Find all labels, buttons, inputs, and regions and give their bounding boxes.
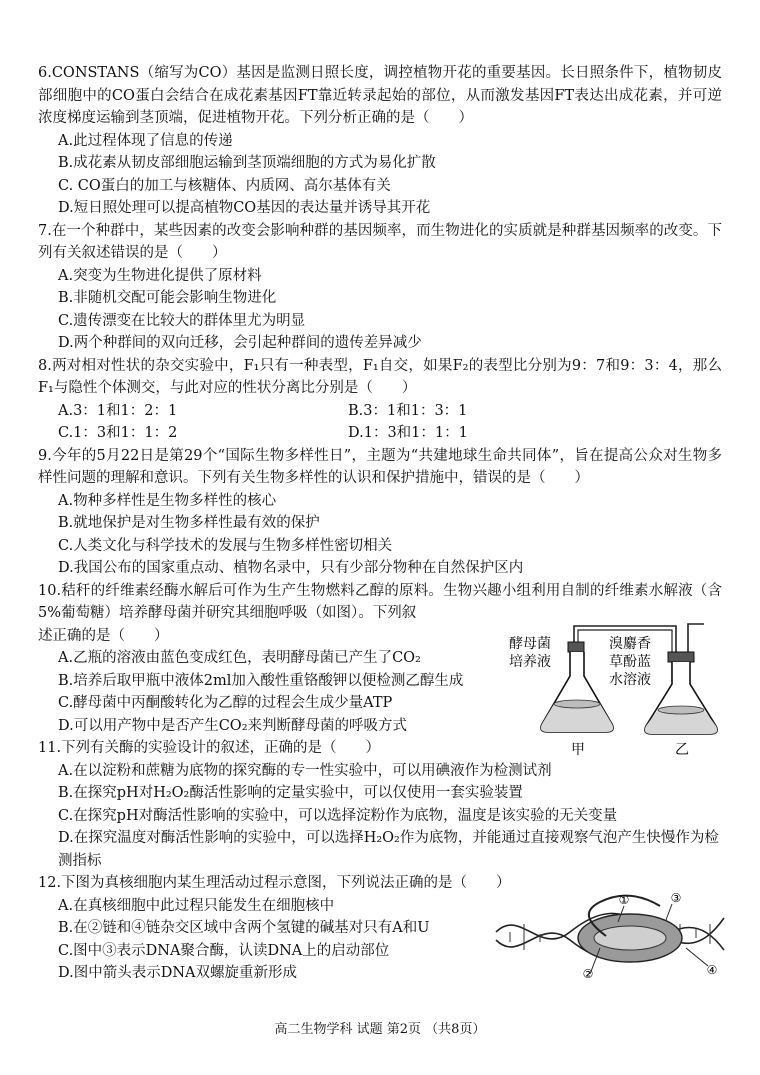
question-12 bbox=[38, 872, 722, 985]
question-11-option-d: D.在探究温度对酶活性影响的实验中，可以选择H₂O₂作为底物，并能通过直接观察气泡产生快慢作为检测指标 bbox=[58, 830, 719, 869]
question-11-option-a: A.在以淀粉和蔗糖为底物的探究酶的专一性实验中，可以用碘液作为检测试剂 bbox=[58, 762, 552, 779]
question-10-left-column bbox=[38, 625, 483, 738]
question-8-option-d: D.1：3和1：1：1 bbox=[348, 425, 468, 441]
question-10-option-c: C.酵母菌中丙酮酸转化为乙醇的过程会生成少量ATP bbox=[58, 695, 393, 711]
question-6-option-d: D.短日照处理可以提高植物CO基因的表达量并诱导其开花 bbox=[58, 200, 431, 216]
question-6-option-a: A.此过程体现了信息的传递 bbox=[58, 132, 233, 149]
question-8-option-a: A.3：1和1：2：1 bbox=[58, 402, 178, 419]
question-8-option-c: C.1：3和1：1：2 bbox=[58, 425, 178, 441]
label-4: ④ bbox=[706, 963, 718, 977]
question-7-option-a: A.突变为生物进化提供了原材料 bbox=[58, 267, 262, 284]
question-8-options-row-1 bbox=[58, 400, 722, 423]
page-footer: 高二生物学科 试题 第2页 （共8页） bbox=[274, 1022, 486, 1037]
label-indicator-3: 水溶液 bbox=[609, 671, 651, 688]
label-3: ③ bbox=[670, 891, 682, 905]
question-12-stem: 12.下图为真核细胞内某生理活动过程示意图，下列说法正确的是（ ） bbox=[38, 875, 511, 891]
question-8-options-row-2 bbox=[58, 422, 722, 445]
question-9-option-c: C.人类文化与科学技术的发展与生物多样性密切相关 bbox=[58, 537, 393, 554]
question-9-option-a: A.物种多样性是生物多样性的核心 bbox=[58, 492, 277, 509]
question-6-option-b: B.成花素从韧皮部细胞运输到茎顶端细胞的方式为易化扩散 bbox=[58, 155, 436, 171]
question-9-option-b: B.就地保护是对生物多样性最有效的保护 bbox=[58, 515, 320, 531]
question-9-option-d: D.我国公布的国家重点动、植物名录中，只有少部分物种在自然保护区内 bbox=[58, 560, 524, 576]
question-12-left-column bbox=[38, 895, 483, 985]
leader-4 bbox=[686, 948, 708, 966]
question-content bbox=[38, 62, 722, 985]
question-6-option-c: C. CO蛋白的加工与核糖体、内质网、高尔基体有关 bbox=[58, 177, 391, 194]
question-6-stem: 6.CONSTANS（缩写为CO）基因是监测日照长度，调控植物开花的重要基因。长日照条件下，植物韧皮部细胞中的CO蛋白会结合在成花素基因FT靠近转录起始的部位，从而激发基因FT表达出成花素，并可逆浓度梯度运输到茎顶端，促进植物开花。下列分析正确的是（ ） bbox=[38, 65, 722, 126]
question-10-stem: 10.秸秆的纤维素经酶水解后可作为生产生物燃料乙醇的原料。生物兴趣小组利用自制的纤维素水解液（含5%葡萄糖）培养酵母菌并研究其细胞呼吸（如图）。下列叙 bbox=[38, 582, 722, 621]
leader-3 bbox=[666, 904, 672, 920]
question-7 bbox=[38, 220, 722, 355]
question-12-option-b: B.在②链和④链杂交区域中含两个氢键的碱基对只有A和U bbox=[58, 920, 430, 936]
question-8 bbox=[38, 355, 722, 445]
question-6 bbox=[38, 62, 722, 220]
label-flask-yi: 乙 bbox=[675, 741, 689, 758]
transcription-figure bbox=[490, 888, 730, 980]
question-12-option-a: A.在真核细胞中此过程只能发生在细胞核中 bbox=[58, 897, 335, 914]
question-9 bbox=[38, 445, 722, 580]
question-7-option-d: D.两个种群间的双向迁移，会引起种群间的遗传差异减少 bbox=[58, 335, 422, 351]
label-indicator-2: 草酚蓝 bbox=[609, 653, 651, 670]
label-flask-jia: 甲 bbox=[571, 741, 585, 758]
question-11-option-b: B.在探究pH对H₂O₂酶活性影响的定量实验中，可以仅使用一套实验装置 bbox=[58, 785, 523, 801]
question-10-option-a: A.乙瓶的溶液由蓝色变成红色，表明酵母菌已产生了CO₂ bbox=[58, 650, 421, 666]
question-8-stem: 8.两对相对性状的杂交实验中，F₁只有一种表型，F₁自交，如果F₂的表型比分别为9：7和9：3：4，那么F₁与隐性个体测交，与此对应的性状分离比分别是（ ） bbox=[38, 357, 723, 396]
question-7-stem: 7.在一个种群中，某些因素的改变会影响种群的基因频率，而生物进化的实质就是种群基因频率的改变。下列有关叙述错误的是（ ） bbox=[38, 222, 722, 261]
question-11-stem: 11.下列有关酶的实验设计的叙述，正确的是（ ） bbox=[38, 740, 381, 756]
label-1: ① bbox=[618, 893, 630, 907]
question-10-option-b: B.培养后取甲瓶中液体2ml加入酸性重铬酸钾以便检测乙醇生成 bbox=[58, 672, 464, 689]
question-12-option-d: D.图中箭头表示DNA双螺旋重新形成 bbox=[58, 965, 298, 981]
flask-jia bbox=[541, 642, 613, 732]
label-yeast-1: 酵母菌 bbox=[509, 635, 551, 652]
label-indicator-1: 溴麝香 bbox=[609, 635, 651, 652]
question-7-option-b: B.非随机交配可能会影响生物进化 bbox=[58, 290, 277, 306]
outlet-tube bbox=[688, 624, 704, 654]
question-11-option-c: C.在探究pH对酶活性影响的实验中，可以选择淀粉作为底物，温度是该实验的无关变量 bbox=[58, 807, 618, 824]
question-12-option-c: C.图中③表示DNA聚合酶，认读DNA上的启动部位 bbox=[58, 942, 390, 959]
flask-yi bbox=[645, 652, 717, 734]
question-9-stem: 9.今年的5月22日是第29个“国际生物多样性日”，主题为“共建地球生命共同体”，旨在提高公众对生物多样性问题的理解和意识。下列有关生物多样性的认识和保护措施中，错误的是（ ） bbox=[38, 447, 722, 486]
question-7-option-c: C.遗传漂变在比较大的群体里尤为明显 bbox=[58, 312, 306, 329]
question-8-option-b: B.3：1和1：3：1 bbox=[348, 402, 468, 419]
question-10-stem-tail: 述正确的是（ ） bbox=[38, 627, 169, 644]
yeast-respiration-figure bbox=[508, 618, 728, 758]
label-2: ② bbox=[582, 967, 594, 980]
polymerase-inner bbox=[594, 926, 666, 950]
question-10-option-d: D.可以用产物中是否产生CO₂来判断酵母菌的呼吸方式 bbox=[58, 717, 408, 734]
label-yeast-2: 培养液 bbox=[509, 653, 551, 670]
